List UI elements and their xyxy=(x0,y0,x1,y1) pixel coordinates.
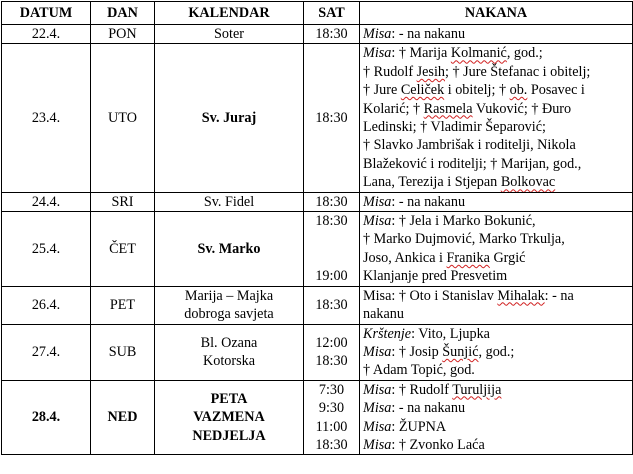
intention-text: † Jure xyxy=(363,82,401,99)
intention-cell xyxy=(360,212,633,287)
time-line: 18:30 xyxy=(315,296,348,313)
intention-text: Mihalak xyxy=(497,287,545,304)
intention-keyword: Misa xyxy=(363,436,392,453)
calendar-line: Bl. Ozana xyxy=(200,334,258,351)
intention-text: Šunjić xyxy=(442,343,479,360)
intention-text: , god.; xyxy=(478,343,515,360)
table-row xyxy=(2,44,633,192)
date-cell: 22.4. xyxy=(2,25,91,44)
intention-text: : † Josip xyxy=(391,343,443,360)
day-cell: PET xyxy=(91,286,155,324)
time-line: 18:30 xyxy=(315,353,348,370)
intention-text: i obitelj; † xyxy=(444,82,510,99)
intention-text: † Rudolf xyxy=(363,63,417,80)
intention-text: † Slavko Jambrišak i roditelji, Nikola xyxy=(363,137,576,154)
intention-keyword: Misa xyxy=(363,193,392,210)
table-row xyxy=(2,286,633,324)
intention-text: : † Zvonko Laća xyxy=(391,436,485,453)
time-line: 11:00 xyxy=(315,418,348,435)
header-datum: DATUM xyxy=(2,2,91,25)
intention-line xyxy=(363,44,629,62)
intention-cell xyxy=(360,324,633,380)
intention-line xyxy=(363,305,629,323)
date-cell: 27.4. xyxy=(2,324,91,380)
intention-text: Vuković; † Đuro xyxy=(472,100,572,117)
intention-cell xyxy=(360,380,633,455)
intention-line xyxy=(363,212,629,230)
intention-text: Rasmela xyxy=(423,100,473,117)
day-cell: ČET xyxy=(91,212,155,287)
intention-text: : - na xyxy=(544,287,574,304)
date-cell: 25.4. xyxy=(2,212,91,287)
table-row xyxy=(2,192,633,211)
time-line: 12:00 xyxy=(315,334,348,351)
intention-keyword: Misa xyxy=(363,213,392,230)
intention-keyword: Misa xyxy=(363,343,392,360)
table-row xyxy=(2,380,633,455)
date-cell: 28.4. xyxy=(2,380,91,455)
intention-line xyxy=(363,100,629,118)
intention-line xyxy=(363,230,629,248)
intention-text: Joso, Ankica i xyxy=(363,249,447,266)
intention-text: Posavec i xyxy=(527,82,585,99)
intention-text: nakanu xyxy=(363,306,404,323)
intention-keyword: Misa xyxy=(363,26,392,42)
intention-line xyxy=(363,193,629,211)
time-line: 19:00 xyxy=(315,268,348,285)
intention-text: Kolmanić xyxy=(450,45,507,62)
calendar-line: Kotorska xyxy=(202,353,255,370)
intention-text: : - na nakanu xyxy=(391,26,466,42)
calendar-cell xyxy=(155,380,304,455)
calendar-cell xyxy=(155,324,304,380)
intention-line xyxy=(363,25,629,43)
time-line: 18:30 xyxy=(315,436,348,453)
time-cell xyxy=(304,324,360,380)
intention-line xyxy=(363,418,629,436)
header-nakana: NAKANA xyxy=(360,2,633,25)
header-dan: DAN xyxy=(91,2,155,25)
calendar-line: Sv. Fidel xyxy=(203,193,255,210)
table-row xyxy=(2,324,633,380)
intention-text: : ŽUPNA xyxy=(391,418,447,435)
intention-line xyxy=(363,63,629,81)
intention-text: : - na nakanu xyxy=(391,193,466,210)
intention-line xyxy=(363,361,629,379)
intention-line xyxy=(363,436,629,454)
intention-cell xyxy=(360,192,633,211)
intention-keyword: Misa xyxy=(363,381,392,398)
time-cell xyxy=(304,286,360,324)
mass-schedule-table xyxy=(1,1,633,455)
time-cell xyxy=(304,44,360,192)
intention-keyword: Misa xyxy=(363,418,392,435)
time-cell xyxy=(304,192,360,211)
time-line: 18:30 xyxy=(315,109,348,126)
intention-text: Grgić xyxy=(489,249,526,266)
intention-text: Blažeković i roditelji; † Marijan, god., xyxy=(363,155,582,172)
day-cell: PON xyxy=(91,25,155,44)
day-cell: SRI xyxy=(91,192,155,211)
table-row xyxy=(2,25,633,44)
calendar-line: NEDJELJA xyxy=(192,427,266,444)
intention-cell xyxy=(360,25,633,44)
date-cell: 23.4. xyxy=(2,44,91,192)
intention-text: Lana, Terezija i Stjepan xyxy=(363,174,501,191)
calendar-cell xyxy=(155,212,304,287)
intention-text: : - na nakanu xyxy=(391,400,466,417)
intention-text: Misa: † Oto i Stanislav xyxy=(363,287,498,304)
intention-text: Turuljija xyxy=(452,381,502,398)
table-row xyxy=(2,212,633,287)
intention-text: † Marko Dujmović, Marko Trkulja, xyxy=(363,231,565,248)
time-line xyxy=(307,249,356,267)
intention-line xyxy=(363,343,629,361)
intention-text: † Adam Topić, god. xyxy=(363,362,475,379)
calendar-line: PETA xyxy=(210,390,248,407)
intention-text: Ledinski; † Vladimir Šeparović; xyxy=(363,119,546,136)
time-cell xyxy=(304,380,360,455)
day-cell: SUB xyxy=(91,324,155,380)
intention-text: Franika xyxy=(446,249,490,266)
intention-line xyxy=(363,381,629,399)
calendar-line: Soter xyxy=(214,26,244,42)
calendar-cell xyxy=(155,286,304,324)
date-cell: 24.4. xyxy=(2,192,91,211)
time-cell xyxy=(304,212,360,287)
intention-text: : † Jela i Marko Bokunić, xyxy=(391,213,536,230)
intention-line xyxy=(363,136,629,154)
intention-text: ob. xyxy=(509,82,528,99)
time-line: 18:30 xyxy=(315,213,348,230)
time-line xyxy=(307,230,356,248)
intention-line xyxy=(363,155,629,173)
intention-text: , god.; xyxy=(506,45,543,62)
calendar-line: dobroga savjeta xyxy=(184,306,274,323)
header-row xyxy=(2,2,633,25)
time-line: 7:30 xyxy=(318,381,345,398)
calendar-cell xyxy=(155,192,304,211)
intention-text: Jesih xyxy=(416,63,445,80)
intention-line xyxy=(363,399,629,417)
time-cell xyxy=(304,25,360,44)
intention-text: : Vito, Ljupka xyxy=(411,325,490,342)
intention-keyword: Krštenje xyxy=(363,325,412,342)
calendar-cell xyxy=(155,44,304,192)
intention-text: Bolkovac xyxy=(500,174,556,191)
schedule-body xyxy=(2,25,633,455)
intention-text: ; † Jure Štefanac i obitelj; xyxy=(444,63,591,80)
time-line: 18:30 xyxy=(315,193,348,210)
time-line: 18:30 xyxy=(315,26,348,42)
calendar-cell xyxy=(155,25,304,44)
intention-line xyxy=(363,81,629,99)
intention-keyword: Misa xyxy=(363,400,392,417)
day-cell: UTO xyxy=(91,44,155,192)
intention-line xyxy=(363,249,629,267)
date-cell: 26.4. xyxy=(2,286,91,324)
calendar-line: Sv. Juraj xyxy=(201,109,257,126)
intention-line xyxy=(363,287,629,305)
intention-line xyxy=(363,325,629,343)
calendar-line: VAZMENA xyxy=(193,409,265,426)
calendar-line: Sv. Marko xyxy=(197,240,261,257)
time-line: 9:30 xyxy=(318,400,345,417)
intention-text: Celiček xyxy=(400,82,445,99)
intention-text: : † Rudolf xyxy=(391,381,453,398)
calendar-line: Marija – Majka xyxy=(184,287,274,304)
day-cell: NED xyxy=(91,380,155,455)
intention-keyword: Misa xyxy=(363,45,392,62)
intention-text: Klanjanje pred Presvetim xyxy=(363,268,508,285)
intention-text: Kolarić; † xyxy=(363,100,424,117)
intention-cell xyxy=(360,44,633,192)
header-sat: SAT xyxy=(304,2,360,25)
intention-cell xyxy=(360,286,633,324)
intention-text: : † Marija xyxy=(391,45,451,62)
header-kalendar: KALENDAR xyxy=(155,2,304,25)
intention-line xyxy=(363,267,629,285)
intention-line xyxy=(363,118,629,136)
intention-line xyxy=(363,173,629,191)
